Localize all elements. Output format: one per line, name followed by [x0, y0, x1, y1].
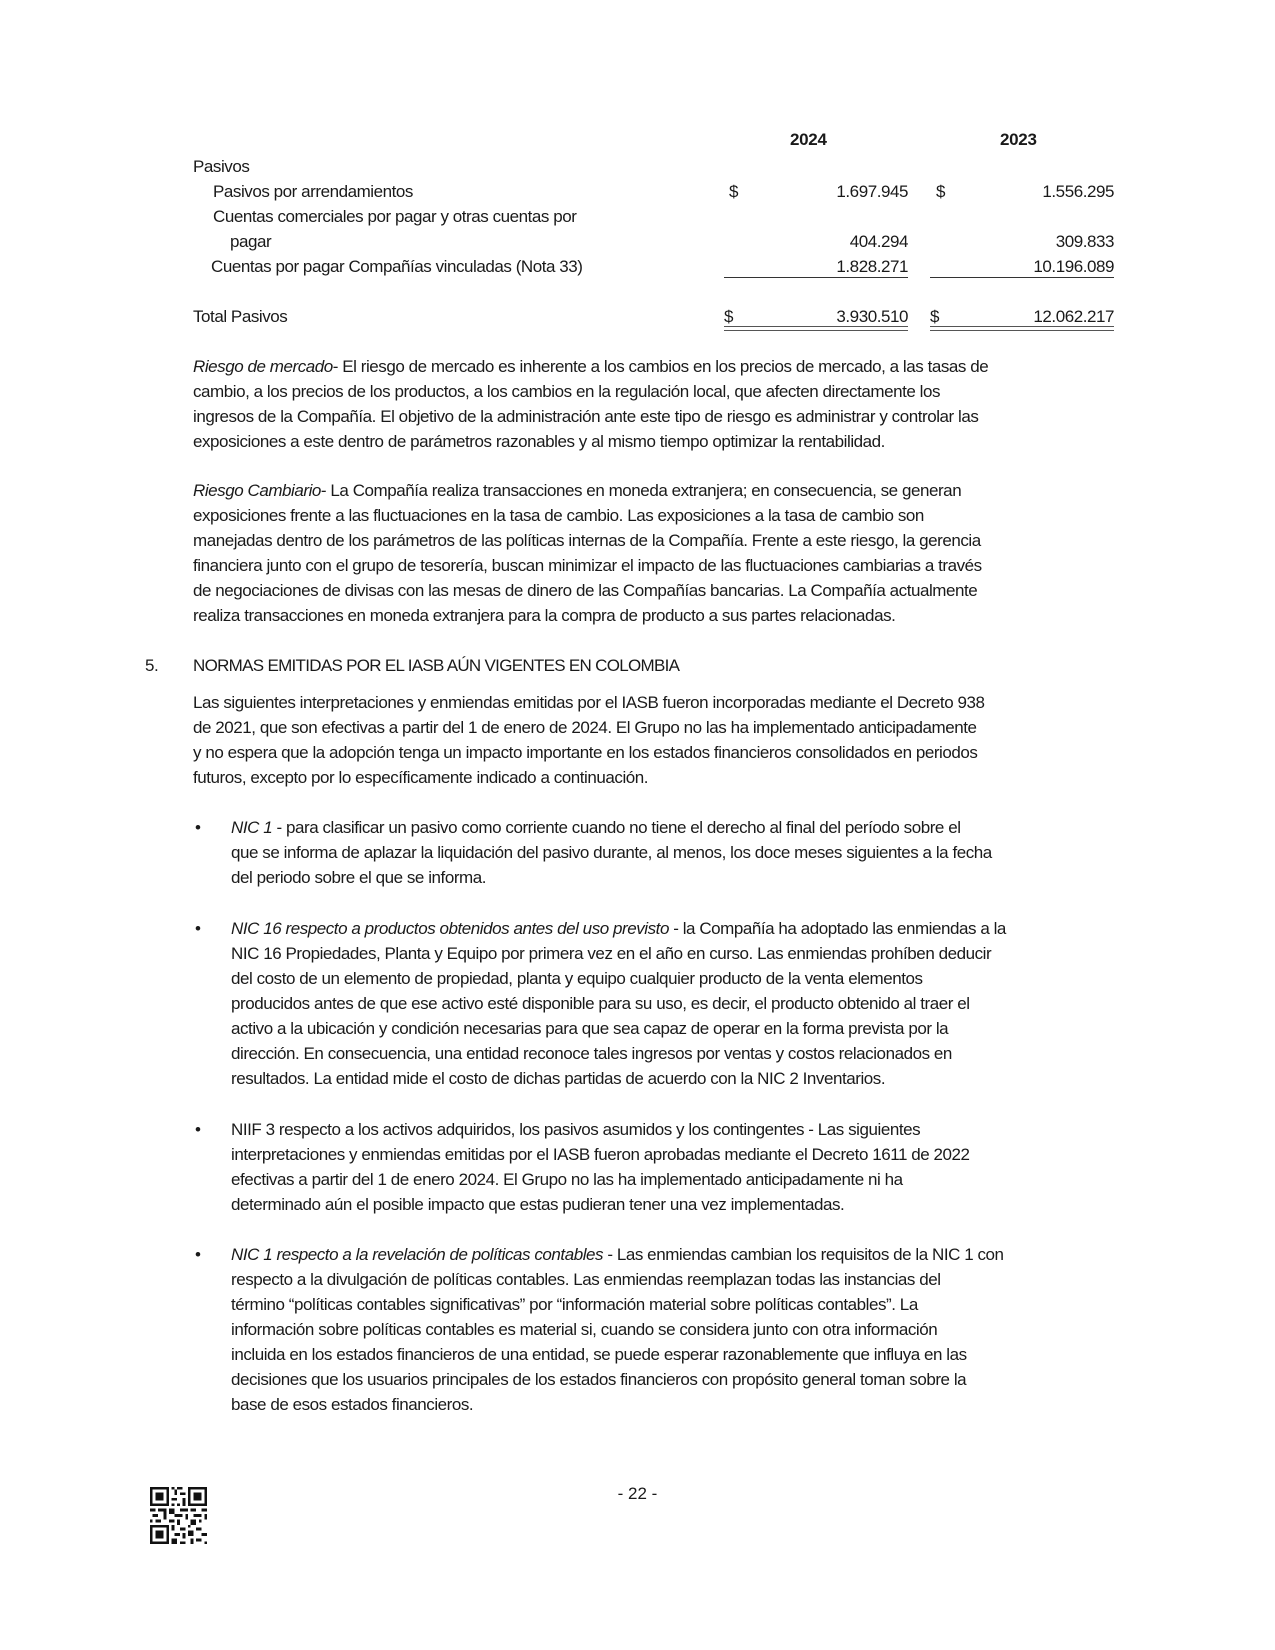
row-label-arrendamientos: Pasivos por arrendamientos: [213, 182, 413, 201]
bullet-item-niif3: NIIF 3 respecto a los activos adquiridos, los pasivos asumidos y los contingentes - Las siguientes interpretaciones y enmiendas emitidas por el IASB fueron aprobadas mediante el Decreto 1611 de 2022 efectivas a partir del 1 de enero 2024. El Grupo no las ha implementado anticipadamente ni ha determinado aún el posible impacto que estas pudieran tener una vez implementadas.: [231, 1120, 970, 1214]
bullet-icon: •: [195, 919, 201, 938]
value-2023: 309.833: [1055, 232, 1114, 251]
currency-symbol: $: [936, 182, 946, 201]
subtotal-underline: [930, 277, 1114, 278]
page-number: - 22 -: [617, 1484, 658, 1503]
section-intro: Las siguientes interpretaciones y enmiendas emitidas por el IASB fueron incorporadas mediante el Decreto 938 de 2021, que son efectivas a partir del 1 de enero de 2024. El Grupo no las ha implementado anticipadamente y no espera que la adopción tenga un impacto importante en los estados financieros consolidados en periodos futuros, excepto por lo específicamente indicado a continuación.: [193, 693, 985, 787]
total-label: Total Pasivos: [193, 307, 288, 326]
bullet-icon: •: [195, 818, 201, 837]
paragraph-title: Riesgo de mercado: [193, 357, 333, 376]
year-header-2024: 2024: [790, 130, 827, 149]
currency-symbol: $: [729, 182, 739, 201]
total-value-2024: 3.930.510: [836, 307, 908, 326]
section-title: NORMAS EMITIDAS POR EL IASB AÚN VIGENTES EN COLOMBIA: [193, 656, 680, 675]
row-label-cuentas-comerciales-cont: pagar: [230, 232, 272, 251]
paragraph-riesgo-mercado: Riesgo de mercado- El riesgo de mercado es inherente a los cambios en los precios de mercado, a las tasas de cambio, a los precios de los productos, a los cambios en la regulación local, que afecten directamente los ingresos de la Compañía. El objetivo de la administración ante este tipo de riesgo es administrar y controlar las exposiciones a este dentro de parámetros razonables y al mismo tiempo optimizar la rentabilidad.: [193, 357, 989, 451]
total-double-underline: [724, 326, 908, 331]
row-label-vinculadas: Cuentas por pagar Compañías vinculadas (Nota 33): [211, 257, 583, 276]
value-2023: 1.556.295: [1042, 182, 1114, 201]
currency-symbol: $: [724, 307, 734, 326]
bullet-icon: •: [195, 1245, 201, 1264]
total-double-underline: [930, 326, 1114, 331]
paragraph-title: Riesgo Cambiario: [193, 481, 321, 500]
subtotal-underline: [724, 277, 908, 278]
row-label-cuentas-comerciales: Cuentas comerciales por pagar y otras cuentas por: [213, 207, 577, 226]
value-2024: 1.828.271: [836, 257, 908, 276]
bullet-icon: •: [195, 1120, 201, 1139]
bullet-item-nic16: NIC 16 respecto a productos obtenidos antes del uso previsto - la Compañía ha adoptado las enmiendas a la NIC 16 Propiedades, Planta y Equipo por primera vez en el año en curso. Las enmiendas prohíben deducir del costo de un elemento de propiedad, planta y equipo cualquier producto de la venta elementos producidos antes de que ese activo esté disponible para su uso, es decir, el producto obtenido al traer el activo a la ubicación y condición necesarias para que sea capaz de operar en la forma prevista por la dirección. En consecuencia, una entidad reconoce tales ingresos por ventas y costos relacionados en resultados. La entidad mide el costo de dichas partidas de acuerdo con la NIC 2 Inventarios.: [231, 919, 1006, 1088]
currency-symbol: $: [930, 307, 940, 326]
section-label-pasivos: Pasivos: [193, 157, 250, 176]
value-2023: 10.196.089: [1033, 257, 1114, 276]
year-header-2023: 2023: [1000, 130, 1037, 149]
value-2024: 1.697.945: [836, 182, 908, 201]
qr-code-icon: [150, 1487, 207, 1544]
paragraph-riesgo-cambiario: Riesgo Cambiario- La Compañía realiza transacciones en moneda extranjera; en consecuencia, se generan exposiciones frente a las fluctuaciones en la tasa de cambio. Las exposiciones a la tasa de cambio son manejadas dentro de los parámetros de las políticas internas de la Compañía. Frente a este riesgo, la gerencia financiera junto con el grupo de tesorería, buscan minimizar el impacto de las fluctuaciones cambiarias a través de negociaciones de divisas con las mesas de dinero de las Compañías bancarias. La Compañía actualmente realiza transacciones en moneda extranjera para la compra de producto a sus partes relacionadas.: [193, 481, 982, 625]
bullet-item-nic1-politicas: NIC 1 respecto a la revelación de políticas contables - Las enmiendas cambian los requisitos de la NIC 1 con respecto a la divulgación de políticas contables. Las enmiendas reemplazan todas las instancias del término “políticas contables significativas” por “información material sobre políticas contables”. La información sobre políticas contables es material si, cuando se considera junto con otra información incluida en los estados financieros de una entidad, se puede esperar razonablemente que influya en las decisiones que los usuarios principales de los estados financieros con propósito general toman sobre la base de esos estados financieros.: [231, 1245, 1004, 1414]
section-number: 5.: [145, 656, 159, 675]
bullet-item-nic1: NIC 1 - para clasificar un pasivo como corriente cuando no tiene el derecho al final del período sobre el que se informa de aplazar la liquidación del pasivo durante, al menos, los doce meses siguientes a la fecha del periodo sobre el que se informa.: [231, 818, 992, 887]
value-2024: 404.294: [849, 232, 908, 251]
total-value-2023: 12.062.217: [1033, 307, 1114, 326]
